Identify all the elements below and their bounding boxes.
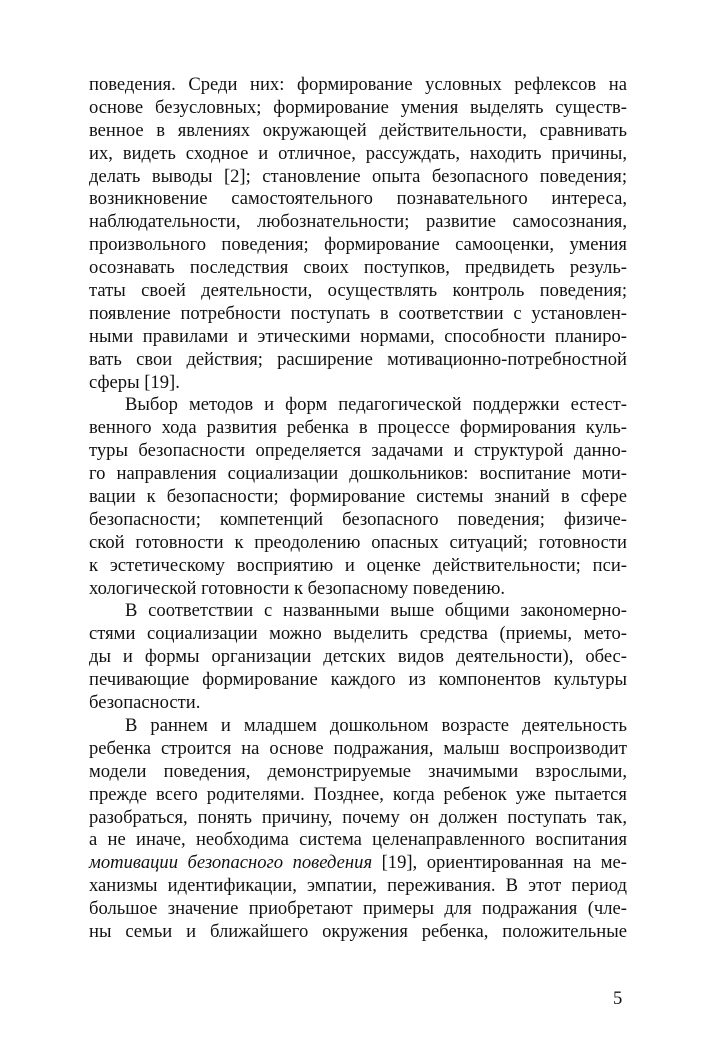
text-line: прежде всего родителями. Позднее, когда ребенок уже пытается <box>89 783 627 805</box>
text-line: ребенка строится на основе подражания, малыш воспроизводит <box>89 737 627 759</box>
text-line: стями социализации можно выделить средства (приемы, мето- <box>89 623 627 645</box>
text-line: возникновение самостоятельного познавательного интереса, <box>89 188 627 210</box>
text-line: ханизмы идентификации, эмпатии, переживания. В этот период <box>89 875 627 897</box>
text-line: хологической готовности к безопасному поведению. <box>89 577 506 599</box>
text-line: к эстетическому восприятию и оценке действительности; пси- <box>89 554 627 576</box>
text-line: делать выводы [2]; становление опыта безопасного поведения; <box>89 165 627 187</box>
emphasis-text: мотивации безопасного поведения <box>89 852 373 874</box>
text-line: ды и формы организации детских видов деятельности), обес- <box>89 646 627 668</box>
text-line: ны семьи и ближайшего окружения ребенка, положительные <box>89 920 627 942</box>
text-line: осознавать последствия своих поступков, предвидеть резуль- <box>89 257 627 279</box>
text-line: их, видеть сходное и отличное, рассуждать, находить причины, <box>89 142 627 164</box>
text-line: ными правилами и этическими нормами, способности планиро- <box>89 325 627 347</box>
page-number: 5 <box>613 988 623 1009</box>
text-line-with-emphasis <box>89 852 627 875</box>
text-line: модели поведения, демонстрируемые значимыми взрослыми, <box>89 760 627 782</box>
document-body <box>89 74 627 944</box>
text-line: печивающие формирование каждого из компонентов культуры <box>89 669 627 691</box>
text-line: туры безопасности определяется задачами и структурой данно- <box>89 440 627 462</box>
paragraph-3 <box>89 600 627 714</box>
paragraph-4 <box>89 715 627 944</box>
text-line: разобраться, понять причину, почему он должен поступать так, <box>89 806 627 828</box>
text-line: сферы [19]. <box>89 371 180 393</box>
text-fragment: [19], ориентированная на ме- <box>372 852 628 874</box>
paragraph-1 <box>89 74 627 394</box>
text-line: основе безусловных; формирование умения выделять существ- <box>89 96 627 118</box>
text-line: а не иначе, необходима система целенаправленного воспитания <box>89 829 627 851</box>
text-line: В раннем и младшем дошкольном возрасте деятельность <box>125 714 627 736</box>
text-line: большое значение приобретают примеры для подражания (чле- <box>89 898 627 920</box>
text-line: безопасности; компетенций безопасного поведения; физиче- <box>89 508 627 530</box>
text-line: вации к безопасности; формирование системы знаний в сфере <box>89 486 627 508</box>
text-line: произвольного поведения; формирование самооценки, умения <box>89 234 627 256</box>
text-line: поведения. Среди них: формирование условных рефлексов на <box>89 74 627 95</box>
text-line: вать свои действия; расширение мотивационно-потребностной <box>89 348 627 370</box>
text-line: Выбор методов и форм педагогической поддержки естест- <box>125 394 627 416</box>
paragraph-2 <box>89 394 627 600</box>
text-line: ской готовности к преодолению опасных ситуаций; готовности <box>89 531 627 553</box>
text-line: го направления социализации дошкольников: воспитание моти- <box>89 463 627 485</box>
text-line: В соответствии с названными выше общими закономерно- <box>125 600 627 622</box>
text-line: безопасности. <box>89 692 201 714</box>
text-line: появление потребности поступать в соответствии с установлен- <box>89 302 627 324</box>
text-line: наблюдательности, любознательности; развитие самосознания, <box>89 211 627 233</box>
text-line: венное в явлениях окружающей действительности, сравнивать <box>89 119 627 141</box>
text-line: таты своей деятельности, осуществлять контроль поведения; <box>89 280 627 302</box>
text-line: венного хода развития ребенка в процессе формирования куль- <box>89 417 627 439</box>
